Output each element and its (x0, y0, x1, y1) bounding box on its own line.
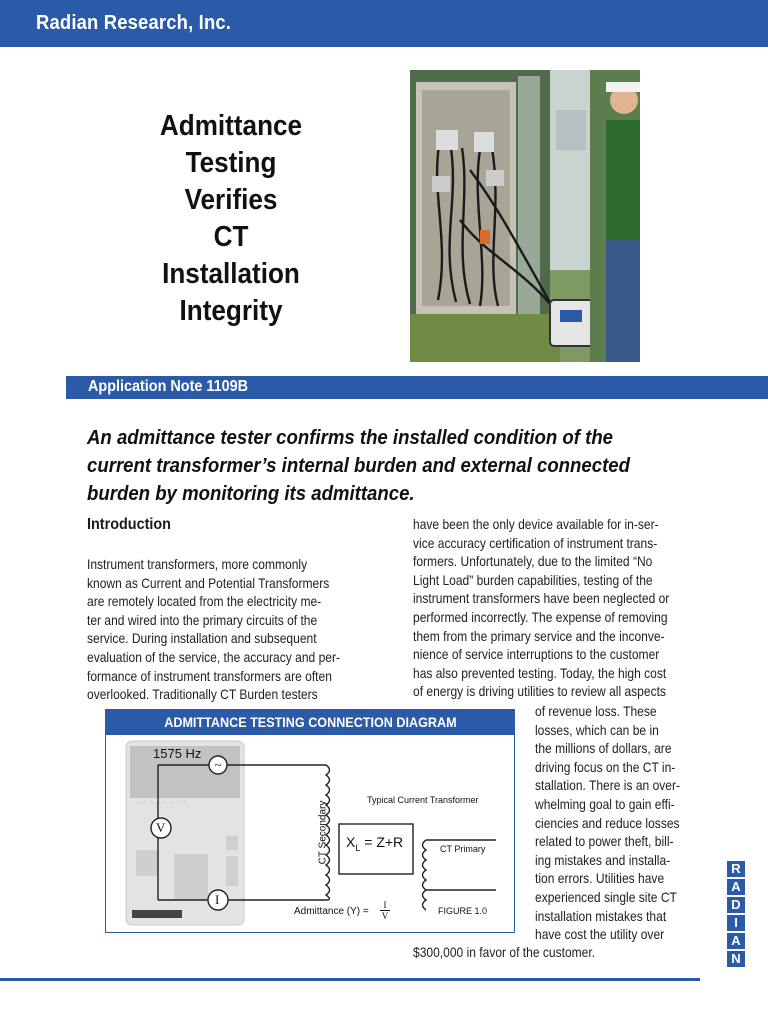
title-line: CT (213, 221, 249, 253)
ct-secondary-label: CT Secondary (317, 800, 329, 865)
text-line: ciencies and reduce losses (535, 814, 680, 831)
lead-line: current transformer’s internal burden and external connected (87, 455, 630, 477)
diagram-drawing (106, 710, 514, 932)
text-line: tion errors. Utilities have (535, 870, 665, 887)
text-line: evaluation of the service, the accuracy and per- (87, 648, 340, 665)
impedance-equation: = Z+R (360, 834, 404, 850)
typical-ct-label: Typical Current Transformer (367, 795, 479, 805)
text-line: has also prevented testing. Today, the high cost (413, 664, 667, 681)
introduction-heading: Introduction (87, 516, 171, 533)
text-line: ter and wired into the primary circuits of the (87, 611, 318, 628)
text-line: Instrument transformers, more commonly (87, 556, 308, 572)
logo-letter: A (727, 933, 745, 949)
text-line: instrument transformers have been neglected or (413, 590, 670, 607)
impedance-symbol: X (346, 834, 356, 850)
current-symbol: I (215, 892, 220, 907)
title-line: Testing (185, 147, 277, 179)
document-title (131, 108, 331, 330)
text-line: the millions of dollars, are (535, 740, 672, 757)
logo-letter: I (727, 915, 745, 931)
right-column-text (413, 515, 698, 701)
radian-logo-letters (727, 861, 745, 969)
text-line: known as Current and Potential Transformers (87, 574, 330, 591)
lead-paragraph (87, 424, 645, 508)
right-column-narrow-text (535, 702, 698, 944)
text-line: have been the only device available for in-ser- (413, 516, 659, 532)
lead-line: An admittance tester confirms the installed condition of the (87, 427, 614, 449)
title-line: Installation (162, 258, 300, 290)
text-line: them from the primary service and the inconve- (413, 627, 665, 644)
ct-primary-label: CT Primary (440, 844, 486, 854)
svg-text:~: ~ (214, 757, 222, 772)
lead-line: burden by monitoring its admittance. (87, 483, 415, 505)
fraction-numerator: I (380, 900, 390, 911)
text-line: of energy is driving utilities to review all aspects (413, 683, 666, 700)
left-column-text (87, 555, 369, 704)
application-note-label: Application Note 1109B (88, 378, 249, 395)
text-line: of revenue loss. These (535, 703, 657, 719)
text-line: formers. Unfortunately, due to the limited “No (413, 553, 653, 570)
text-line: driving focus on the CT in- (535, 758, 676, 775)
fraction-denominator: V (381, 911, 389, 921)
text-line: service. During installation and subsequent (87, 630, 317, 647)
text-line: related to power theft, bill- (535, 833, 674, 850)
text-line: have cost the utility over (535, 926, 665, 943)
figure-label: FIGURE 1.0 (438, 906, 488, 916)
impedance-formula (346, 834, 403, 853)
text-line: stallation. There is an over- (535, 777, 681, 794)
admittance-label: Admittance (Y) = (294, 906, 369, 917)
text-line: ing mistakes and installa- (535, 851, 671, 868)
text-line: formance of instrument transformers are often (87, 667, 332, 684)
logo-letter: D (727, 897, 745, 913)
logo-letter: R (727, 861, 745, 877)
text-line: whelming goal to gain effi- (535, 795, 675, 812)
text-line: $300,000 in favor of the customer. (413, 944, 596, 960)
text-line: losses, which can be in (535, 721, 659, 738)
text-line: installation mistakes that (535, 907, 667, 924)
right-column-last-line (413, 943, 625, 962)
text-line: experienced single site CT (535, 888, 677, 905)
text-line: vice accuracy certification of instrument trans- (413, 534, 658, 551)
bottom-rule (0, 978, 700, 981)
text-line: are remotely located from the electricity me- (87, 593, 322, 610)
company-name: Radian Research, Inc. (36, 12, 232, 34)
logo-letter: N (727, 951, 745, 967)
frequency-label: 1575 Hz (153, 746, 202, 761)
diagram-title-text: ADMITTANCE TESTING CONNECTION DIAGRAM (163, 714, 457, 730)
voltmeter-symbol: V (156, 820, 166, 835)
title-line: Admittance (159, 110, 303, 142)
text-line: overlooked. Traditionally CT Burden testers (87, 686, 318, 703)
connection-diagram (105, 709, 515, 933)
title-line: Verifies (184, 184, 278, 216)
text-line: Light Load” burden capabilities, testing of the (413, 571, 653, 588)
title-line: Integrity (179, 295, 283, 327)
logo-letter: A (727, 879, 745, 895)
admittance-fraction (380, 900, 390, 921)
impedance-subscript: L (355, 842, 361, 853)
field-photo (410, 70, 640, 362)
svg-text:^ ^ ^ ^ ^ ^ ^ ^: ^ ^ ^ ^ ^ ^ ^ ^ (136, 799, 188, 809)
text-line: performed incorrectly. The expense of removing (413, 608, 668, 625)
text-line: nience of service interruptions to the customer (413, 646, 660, 663)
